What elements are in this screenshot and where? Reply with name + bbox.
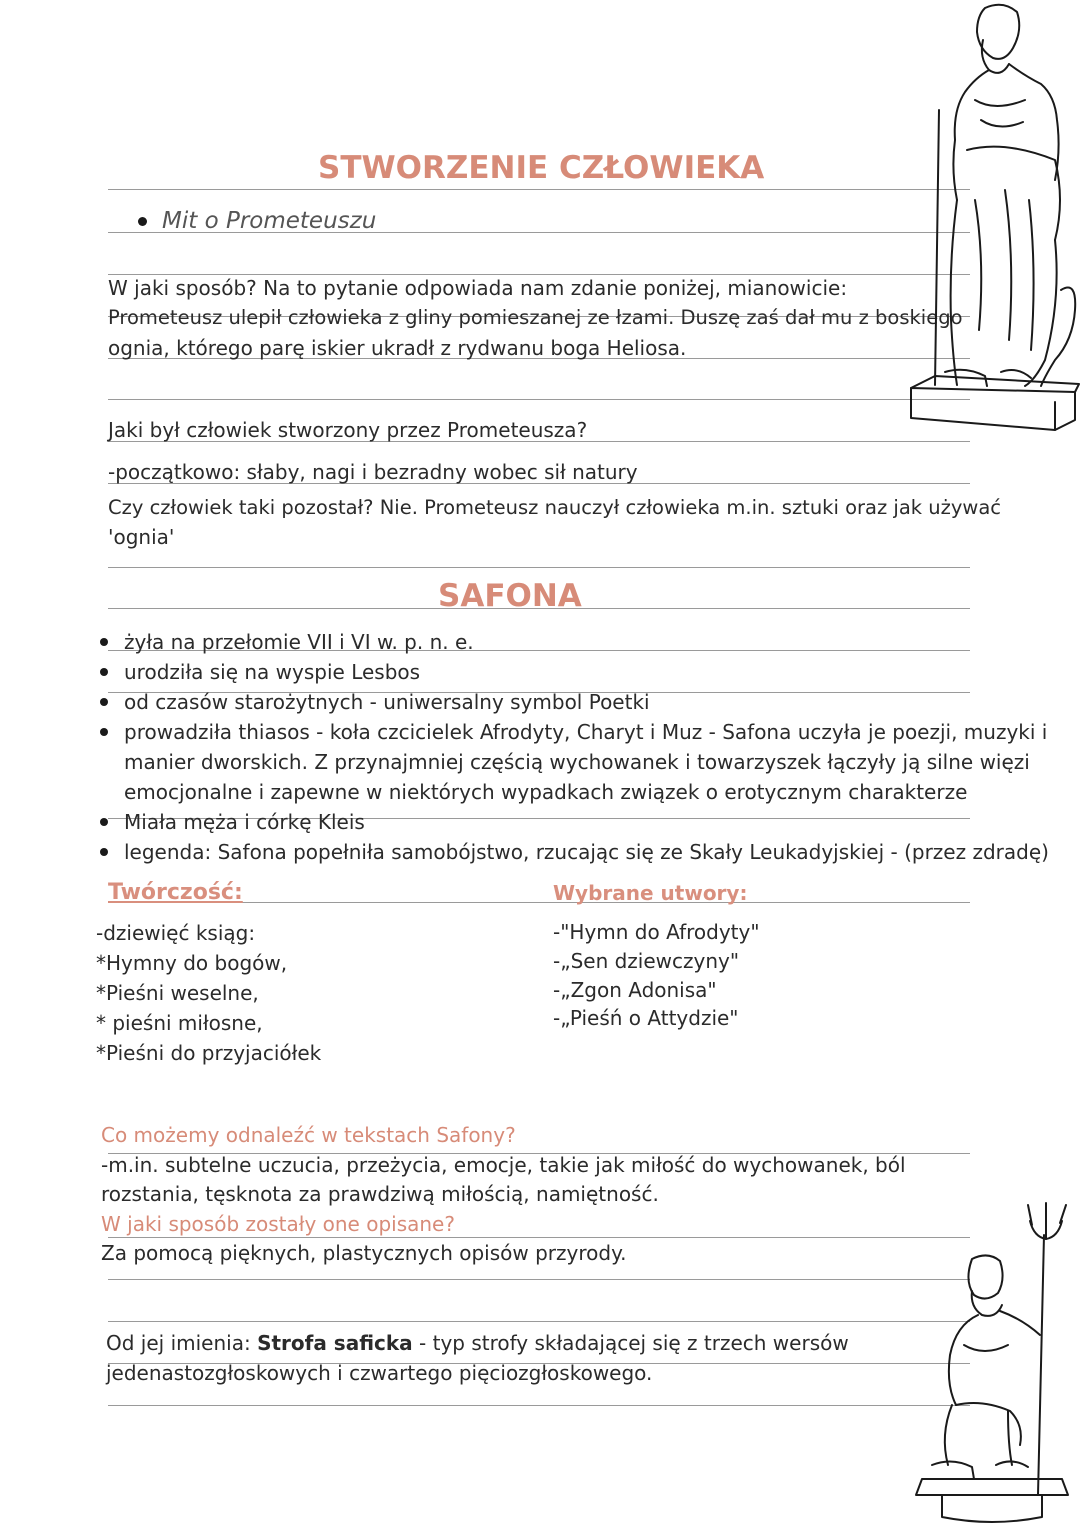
list-item (98, 837, 1049, 867)
answer-1: -początkowo: słaby, nagi i bezradny wobec sił natury (108, 460, 638, 484)
question-1: Jaki był człowiek stworzony przez Prometeusza? (108, 418, 588, 442)
teksty-question-1: Co możemy odnaleźć w tekstach Safony? (101, 1123, 516, 1147)
paragraph-line-1: W jaki sposób? Na to pytanie odpowiada nam zdanie poniżej, mianowicie: (108, 276, 848, 300)
list-item-continuation: emocjonalne i zapewne w niektórych wypadkach związek o erotycznym charakterze (124, 780, 968, 804)
list-item-continuation: manier dworskich. Z przynajmniej częścią wychowanek i towarzyszek łączyły ją silne więzi (124, 750, 1030, 774)
tworczosc-line: -dziewięć ksiąg: (96, 921, 256, 945)
list-item (98, 627, 1028, 657)
teksty-answer-1-line-1: -m.in. subtelne uczucia, przeżycia, emocje, takie jak miłość do wychowanek, ból (101, 1153, 906, 1177)
list-item (98, 717, 1048, 807)
list-item (98, 657, 1028, 687)
paragraph-line-3: ognia, którego parę iskier ukradł z rydwanu boga Heliosa. (108, 336, 687, 360)
teksty-answer-1-line-2: rozstania, tęsknota za prawdziwą miłością, namiętność. (101, 1182, 659, 1206)
list-item-text: Miała męża i córkę Kleis (124, 810, 365, 834)
teksty-question-2: W jaki sposób zostały one opisane? (101, 1212, 455, 1236)
statue-illustration-top (905, 0, 1080, 440)
utwory-line: -„Pieśń o Attydzie" (553, 1006, 739, 1030)
list-item-text: prowadziła thiasos - koła czcicielek Afrodyty, Charyt i Muz - Safona uczyła je poezji, muzyki i (124, 720, 1048, 744)
utwory-line: -"Hymn do Afrodyty" (553, 920, 760, 944)
list-item-text: żyła na przełomie VII i VI w. p. n. e. (124, 630, 474, 654)
strofa-term: Strofa saficka (257, 1331, 413, 1355)
section-title-safona: SAFONA (438, 578, 582, 614)
safona-bullet-list (98, 627, 1049, 867)
utwory-line: -„Sen dziewczyny" (553, 949, 740, 973)
tworczosc-line: *Pieśni do przyjaciółek (96, 1041, 322, 1065)
strofa-rest: - typ strofy składającej się z trzech wersów (412, 1331, 849, 1355)
list-item (98, 687, 1028, 717)
tworczosc-line: *Pieśni weselne, (96, 981, 259, 1005)
list-item-text: urodziła się na wyspie Lesbos (124, 660, 421, 684)
section-title-stworzenie: STWORZENIE CZŁOWIEKA (318, 150, 765, 186)
teksty-answer-2: Za pomocą pięknych, plastycznych opisów przyrody. (101, 1241, 627, 1265)
list-item (98, 807, 1028, 837)
utwory-heading: Wybrane utwory: (553, 881, 748, 905)
bullet-dot (138, 217, 147, 226)
list-item-text: legenda: Safona popełniła samobójstwo, rzucając się ze Skały Leukadyjskiej - (przez zdradę) (124, 840, 1049, 864)
tworczosc-line: *Hymny do bogów, (96, 951, 288, 975)
statue-illustration-bottom (912, 1195, 1080, 1528)
question-2-line-1: Czy człowiek taki pozostał? Nie. Prometeusz nauczył człowieka m.in. sztuki oraz jak używać (108, 496, 1002, 519)
myth-bullet: Mit o Prometeuszu (162, 208, 377, 234)
list-item-text: od czasów starożytnych - uniwersalny symbol Poetki (124, 690, 650, 714)
paragraph-line-2: Prometeusz ulepił człowieka z gliny pomieszanej ze łzami. Duszę zaś dał mu z boskiego (108, 306, 963, 329)
utwory-line: -„Zgon Adonisa" (553, 978, 717, 1002)
strofa-prefix: Od jej imienia: (106, 1331, 258, 1355)
tworczosc-line: * pieśni miłosne, (96, 1011, 263, 1035)
question-2-line-2: 'ognia' (108, 525, 175, 549)
tworczosc-heading: Twórczość: (108, 880, 243, 905)
strofa-line-1 (106, 1328, 849, 1358)
strofa-line-2: jedenastozgłoskowych i czwartego pięciozgłoskowego. (106, 1361, 653, 1385)
